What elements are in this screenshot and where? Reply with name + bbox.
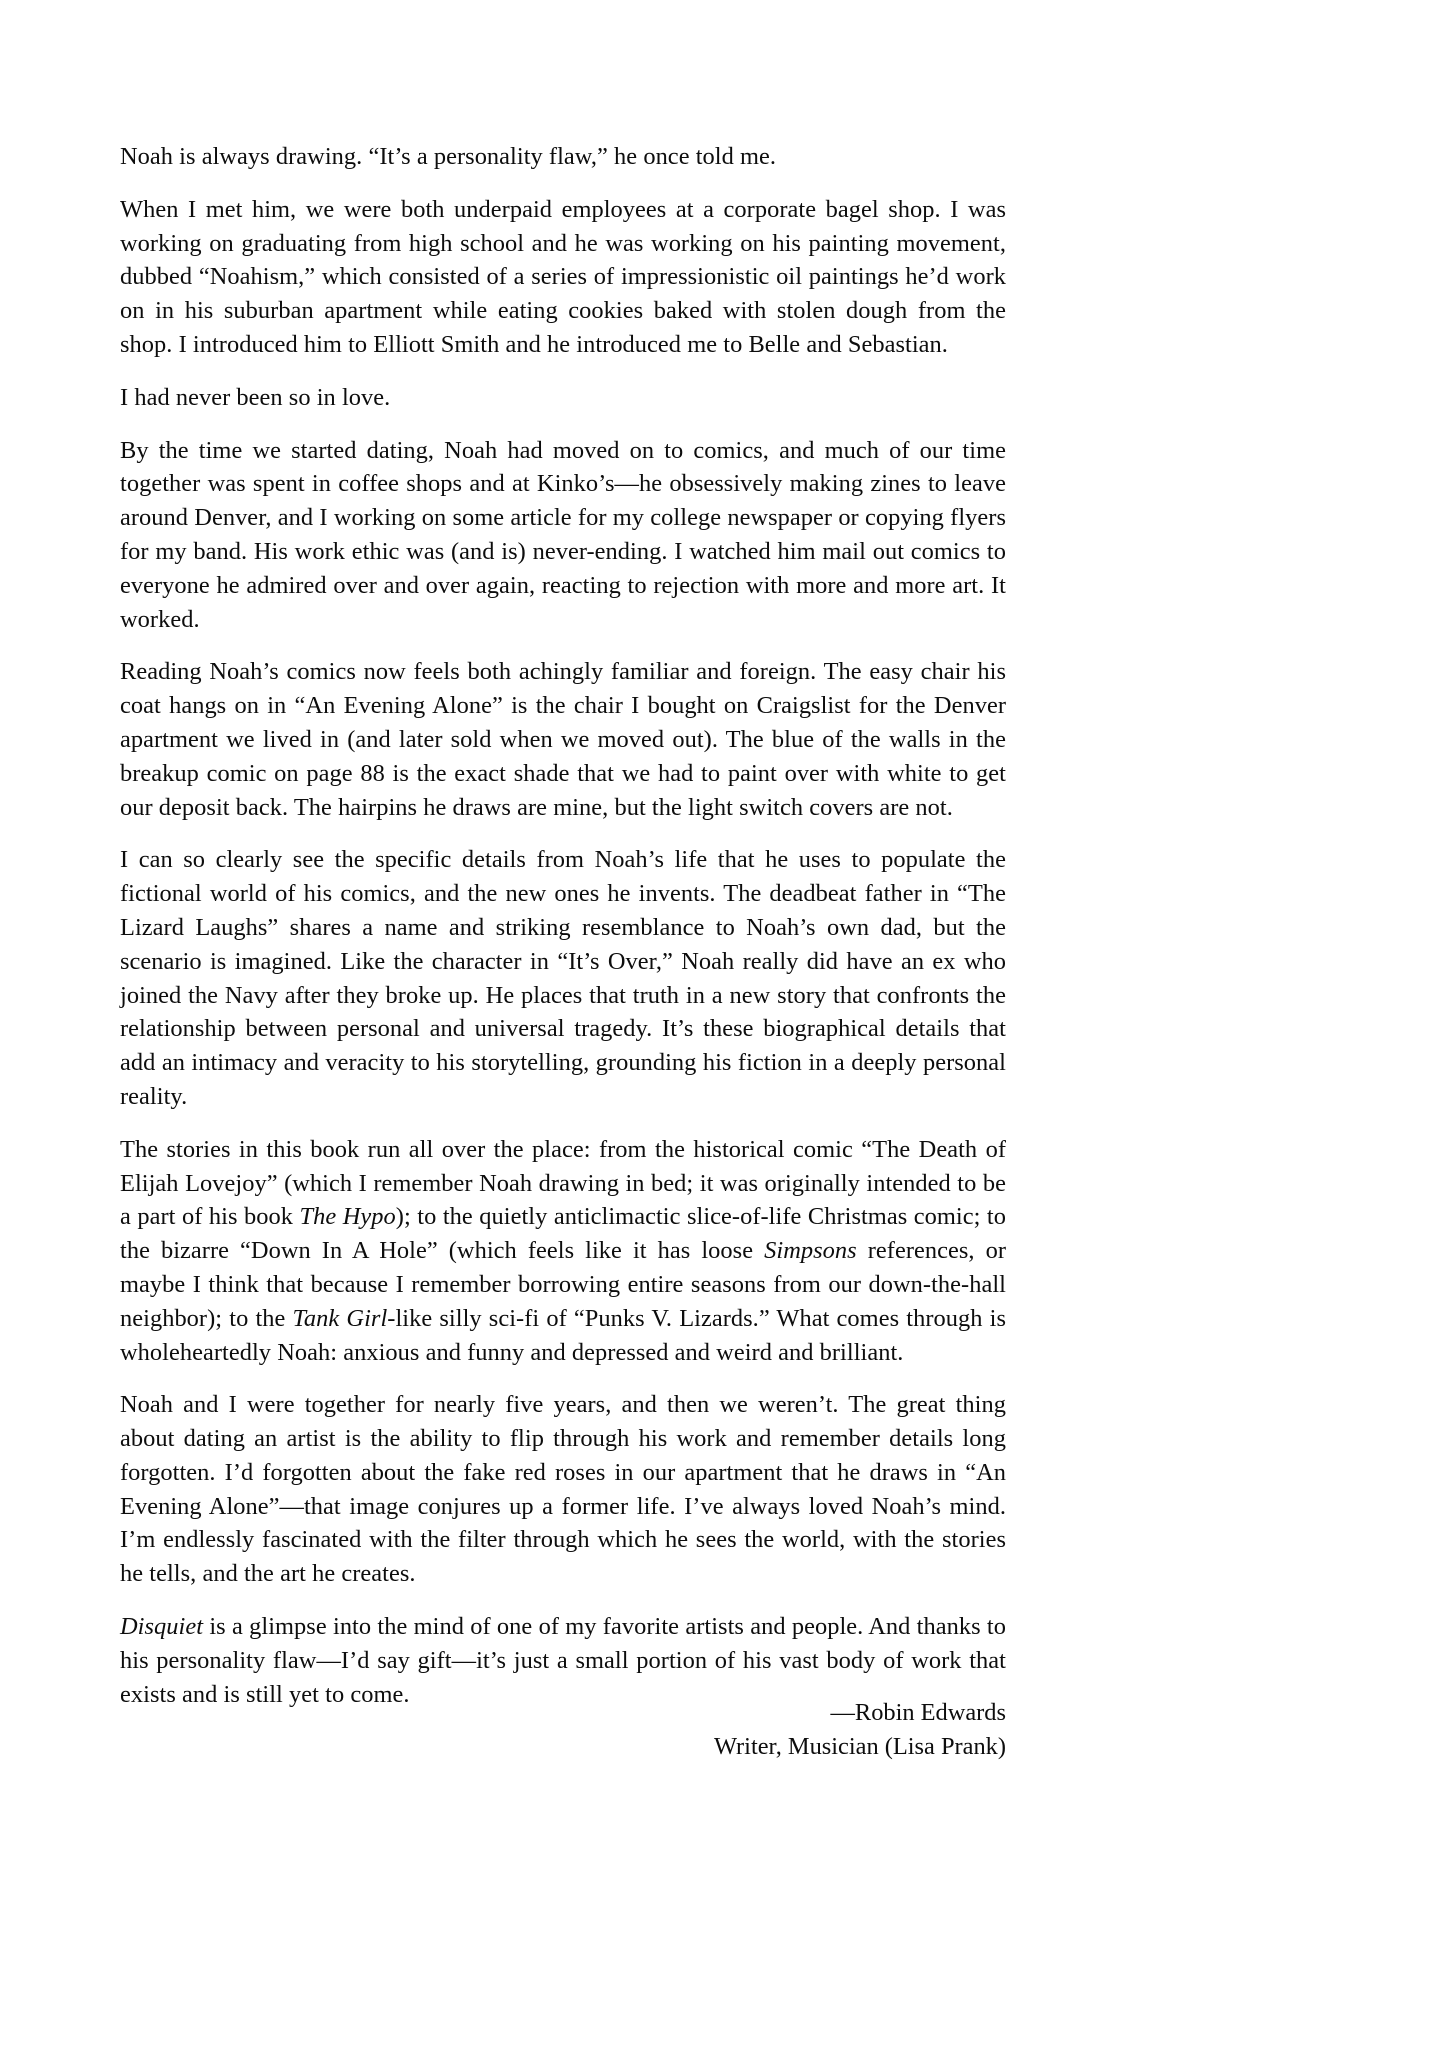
paragraph: Noah and I were together for nearly five years, and then we weren’t. The great thing about dating an artist is the ability to flip through his work and remember details long forgotten. I’d forgotten about the fake red roses in our apartment that he draws in “An Evening Alone”—that image conjures up a former life. I’ve always loved Noah’s mind. I’m endlessly fascinated with the filter through which he sees the world, with the stories he tells, and the art he creates. [120,1391,1006,1588]
signature-author: —Robin Edwards [830,1699,1006,1726]
paragraph: Disquiet is a glimpse into the mind of one of my favorite artists and people. And thanks to his personality flaw—I’d say gift—it’s just a small portion of his vast body of work that exists and is still yet to come. [120,1613,1006,1708]
paragraph: When I met him, we were both underpaid employees at a corporate bagel shop. I was working on graduating from high school and he was working on his painting movement, dubbed “Noahism,” which consisted of a series of impressionistic oil paintings he’d work on in his suburban apartment while eating cookies baked with stolen dough from the shop. I introduced him to Elliott Smith and he introduced me to Belle and Sebastian. [120,195,1006,358]
paragraph: The stories in this book run all over the place: from the historical comic “The Death of Elijah Lovejoy” (which I remember Noah drawing in bed; it was originally intended to be a part of his book The Hypo); to the quietly anticlimactic slice-of-life Christmas comic; to the bizarre “Down In A Hole” (which feels like it has loose Simpsons references, or maybe I think that because I remember borrowing entire seasons from our down-the-hall neighbor); to the Tank Girl-like silly sci-fi of “Punks V. Lizards.” What comes through is wholeheartedly Noah: anxious and funny and depressed and weird and brilliant. [120,1135,1007,1366]
paragraph: Reading Noah’s comics now feels both achingly familiar and foreign. The easy chair his coat hangs on in “An Evening Alone” is the chair I bought on Craigslist for the Denver apartment we lived in (and later sold when we moved out). The blue of the walls in the breakup comic on page 88 is the exact shade that we had to paint over with white to get our deposit back. The hairpins he draws are mine, but the light switch covers are not. [120,658,1006,821]
italic-title: Tank Girl [292,1304,388,1332]
italic-title: The Hypo [299,1203,396,1231]
paragraph: I had never been so in love. [120,383,391,411]
signature-block [120,1696,1006,1764]
signature-credit: Writer, Musician (Lisa Prank) [714,1732,1006,1760]
italic-title: Simpsons [764,1237,857,1265]
italic-title: Disquiet [120,1613,204,1641]
foreword-body [120,140,1006,1711]
paragraph: By the time we started dating, Noah had moved on to comics, and much of our time together was spent in coffee shops and at Kinko’s—he obsessively making zines to leave around Denver, and I working on some article for my college newspaper or copying flyers for my band. His work ethic was (and is) never-ending. I watched him mail out comics to everyone he admired over and over again, reacting to rejection with more and more art. It worked. [120,436,1006,633]
paragraph: I can so clearly see the specific details from Noah’s life that he uses to populate the fictional world of his comics, and the new ones he invents. The deadbeat father in “The Lizard Laughs” shares a name and striking resemblance to Noah’s own dad, but the scenario is imagined. Like the character in “It’s Over,” Noah really did have an ex who joined the Navy after they broke up. He places that truth in a new story that confronts the relationship between personal and universal tragedy. It’s these biographical details that add an intimacy and veracity to his storytelling, grounding his fiction in a deeply personal reality. [120,846,1006,1110]
paragraph: Noah is always drawing. “It’s a personality flaw,” he once told me. [120,143,777,170]
